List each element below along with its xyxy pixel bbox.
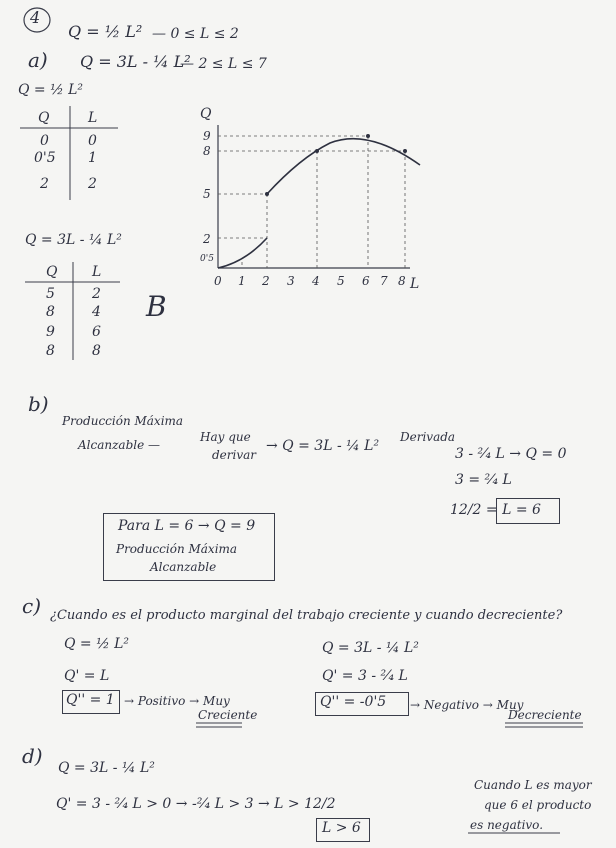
graph-x-tick: 6 <box>362 274 370 288</box>
part-c-right-3: Q'' = -0'5 <box>320 694 387 710</box>
part-b-box-line3: Alcanzable <box>150 560 217 574</box>
table2-cell: 2 <box>92 286 101 302</box>
graph-x-tick: 2 <box>262 274 270 288</box>
part-c-left-3: Q'' = 1 <box>66 692 115 708</box>
part-b-note-2: derivar <box>212 448 257 462</box>
table2-cell: 8 <box>92 343 101 359</box>
graph-y-tick: 9 <box>203 129 211 143</box>
part-c-right-1: Q = 3L - ¼ L² <box>322 640 419 656</box>
part-d-boxed-text: L > 6 <box>322 820 361 836</box>
part-d-note-3: es negativo. <box>470 818 544 832</box>
part-b-eq: → Q = 3L - ¼ L² <box>266 438 380 454</box>
part-d-line2: Q' = 3 - ²⁄₄ L > 0 → -²⁄₄ L > 3 → L > 12/2 <box>56 796 336 812</box>
part-c-label: c) <box>22 594 42 618</box>
part-d-label: d) <box>22 744 43 768</box>
table2-cell: 9 <box>46 324 55 340</box>
graph-y-tick: 8 <box>203 144 211 158</box>
table1-cell: 2 <box>88 176 97 192</box>
table1-cell: 0 <box>40 133 49 149</box>
part-c-left-1: Q = ½ L² <box>64 636 130 652</box>
part-c-left-word: Creciente <box>198 708 258 722</box>
part-b-box-line2: Producción Máxima <box>116 542 238 556</box>
header-range1: — 0 ≤ L ≤ 2 <box>152 26 239 42</box>
table2-cell: 6 <box>92 324 101 340</box>
part-b-title-2: Alcanzable <box>78 438 145 452</box>
part-b-derivada: Derivada <box>400 430 456 444</box>
part-d-note-2: que 6 el producto <box>484 798 592 812</box>
part-c-question: ¿Cuando es el producto marginal del trabajo creciente y cuando decreciente? <box>50 608 563 623</box>
table1-cell: 1 <box>88 150 97 166</box>
graph-x-tick: 8 <box>398 274 406 288</box>
graph-curve-2 <box>267 139 420 194</box>
part-b-result-box-small <box>496 498 560 524</box>
part-c-right-word: Decreciente <box>508 708 582 722</box>
graph-x-tick: 1 <box>238 274 246 288</box>
graph-y-tick: 0'5 <box>200 254 214 264</box>
part-c-right-arrow: → Negativo → Muy <box>410 698 524 712</box>
header-eq1: Q = ½ L² <box>68 22 143 41</box>
part-c-left-2: Q' = L <box>64 668 110 684</box>
graph-y-tick: 2 <box>203 232 211 246</box>
table1-cell: 0'5 <box>34 150 56 166</box>
table2-header-q: Q <box>46 264 58 280</box>
part-c-left-arrow: → Positivo → Muy <box>124 694 230 708</box>
graph-x-tick: 3 <box>287 274 295 288</box>
table2-eq: Q = 3L - ¼ L² <box>25 232 122 248</box>
table1-cell: 0 <box>88 133 97 149</box>
table2-cell: 5 <box>46 286 55 302</box>
part-b-d3: 12/2 = L = 6 <box>450 502 541 518</box>
part-b-note-1: Hay que <box>200 430 251 444</box>
part-b-box-line1: Para L = 6 → Q = 9 <box>118 518 256 534</box>
part-d-note-1: Cuando L es mayor <box>474 778 592 792</box>
graph-y-label: Q <box>200 106 212 122</box>
header-eq2: Q = 3L - ¼ L² <box>80 52 191 71</box>
table1-header-l: L <box>88 110 98 126</box>
table1-cell: 2 <box>40 176 49 192</box>
table2-cell: 4 <box>92 304 101 320</box>
part-b-label: b) <box>28 392 49 416</box>
table2-header-l: L <box>92 264 102 280</box>
graph-x-tick: 7 <box>380 274 388 288</box>
graph-x-tick: 0 <box>214 274 222 288</box>
graph <box>218 125 420 268</box>
part-a-label: a) <box>28 48 48 72</box>
table2-cell: 8 <box>46 304 55 320</box>
problem-number: 4 <box>30 8 41 27</box>
header-range2: — 2 ≤ L ≤ 7 <box>180 56 267 72</box>
part-b-title-1: Producción Máxima <box>62 414 184 428</box>
mark-b: B <box>146 290 167 323</box>
graph-x-label: L <box>410 276 420 292</box>
table2-cell: 8 <box>46 343 55 359</box>
table1-header-q: Q <box>38 110 50 126</box>
graph-y-tick: 5 <box>203 187 211 201</box>
graph-x-tick: 4 <box>312 274 320 288</box>
table1-eq: Q = ½ L² <box>18 82 84 98</box>
graph-guides <box>218 136 405 268</box>
part-b-arrow: — <box>148 438 160 452</box>
part-b-d2: 3 = ²⁄₄ L <box>455 472 512 488</box>
part-d-line1: Q = 3L - ¼ L² <box>58 760 155 776</box>
part-c-right-2: Q' = 3 - ²⁄₄ L <box>322 668 408 684</box>
graph-curve-1 <box>218 238 267 268</box>
graph-x-tick: 5 <box>337 274 345 288</box>
part-b-d1: 3 - ²⁄₄ L → Q = 0 <box>455 446 567 462</box>
